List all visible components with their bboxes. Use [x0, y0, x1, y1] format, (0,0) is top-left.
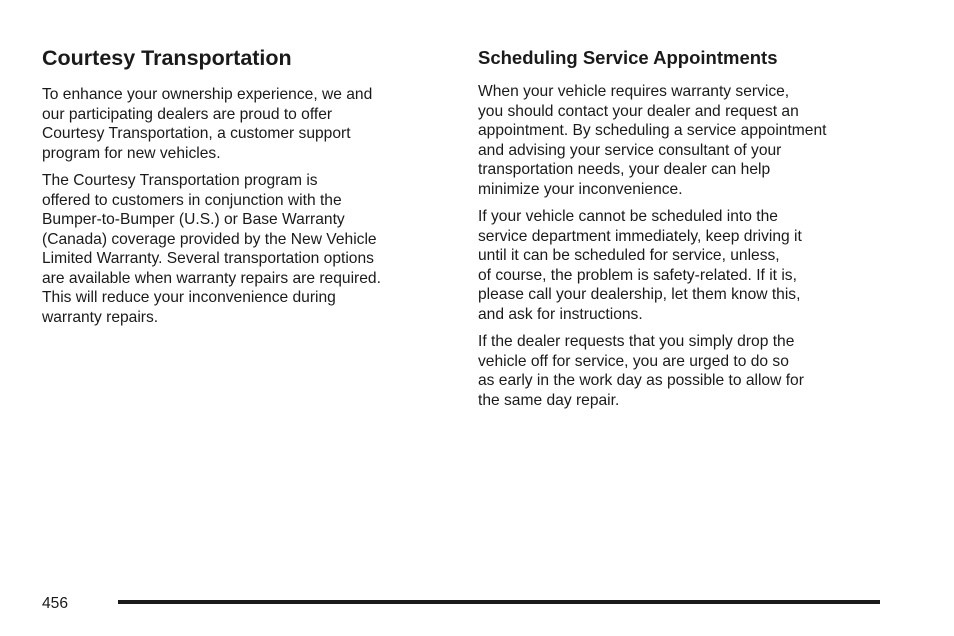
text-line: When your vehicle requires warranty service,: [478, 83, 790, 100]
paragraph: [42, 85, 442, 163]
text-line: as early in the work day as possible to allow for: [478, 372, 804, 389]
text-line: (Canada) coverage provided by the New Vehicle: [42, 230, 377, 248]
text-line: transportation needs, your dealer can help: [478, 161, 771, 178]
text-line: The Courtesy Transportation program is: [42, 172, 318, 189]
text-line: program for new vehicles.: [42, 144, 221, 162]
text-line: warranty repairs.: [42, 308, 159, 326]
right-column: [478, 46, 888, 418]
text-line: vehicle off for service, you are urged to do so: [478, 352, 789, 370]
text-line: minimize your inconvenience.: [478, 180, 683, 198]
text-line: and ask for instructions.: [478, 305, 643, 323]
text-line: of course, the problem is safety-related. If it is,: [478, 266, 797, 284]
text-line: This will reduce your inconvenience during: [42, 289, 336, 306]
text-line: the same day repair.: [478, 391, 620, 409]
section-title-scheduling-service-appointments: Scheduling Service Appointments: [478, 47, 778, 68]
text-line: If your vehicle cannot be scheduled into the: [478, 208, 778, 225]
text-line: offered to customers in conjunction with the: [42, 191, 342, 209]
footer-rule-divider: [118, 600, 880, 604]
text-line: you should contact your dealer and request an: [478, 102, 799, 120]
text-line: and advising your service consultant of your: [478, 141, 782, 159]
left-column: [42, 44, 442, 335]
text-line: appointment. By scheduling a service appointment: [478, 122, 827, 139]
paragraph: [42, 171, 442, 327]
text-line: Courtesy Transportation, a customer support: [42, 125, 351, 142]
text-line: are available when warranty repairs are required.: [42, 269, 381, 287]
page-number: 456: [42, 595, 69, 612]
text-line: If the dealer requests that you simply drop the: [478, 333, 795, 350]
section-title-courtesy-transportation: Courtesy Transportation: [42, 46, 292, 70]
text-line: until it can be scheduled for service, unless,: [478, 247, 780, 264]
text-line: service department immediately, keep driving it: [478, 227, 802, 245]
paragraph: [478, 332, 888, 410]
text-line: To enhance your ownership experience, we and: [42, 86, 373, 103]
text-line: please call your dealership, let them know this,: [478, 286, 801, 303]
paragraph: [478, 82, 888, 199]
text-line: Bumper-to-Bumper (U.S.) or Base Warranty: [42, 211, 345, 228]
text-line: Limited Warranty. Several transportation options: [42, 250, 374, 267]
text-line: our participating dealers are proud to offer: [42, 105, 333, 123]
paragraph: [478, 207, 888, 324]
